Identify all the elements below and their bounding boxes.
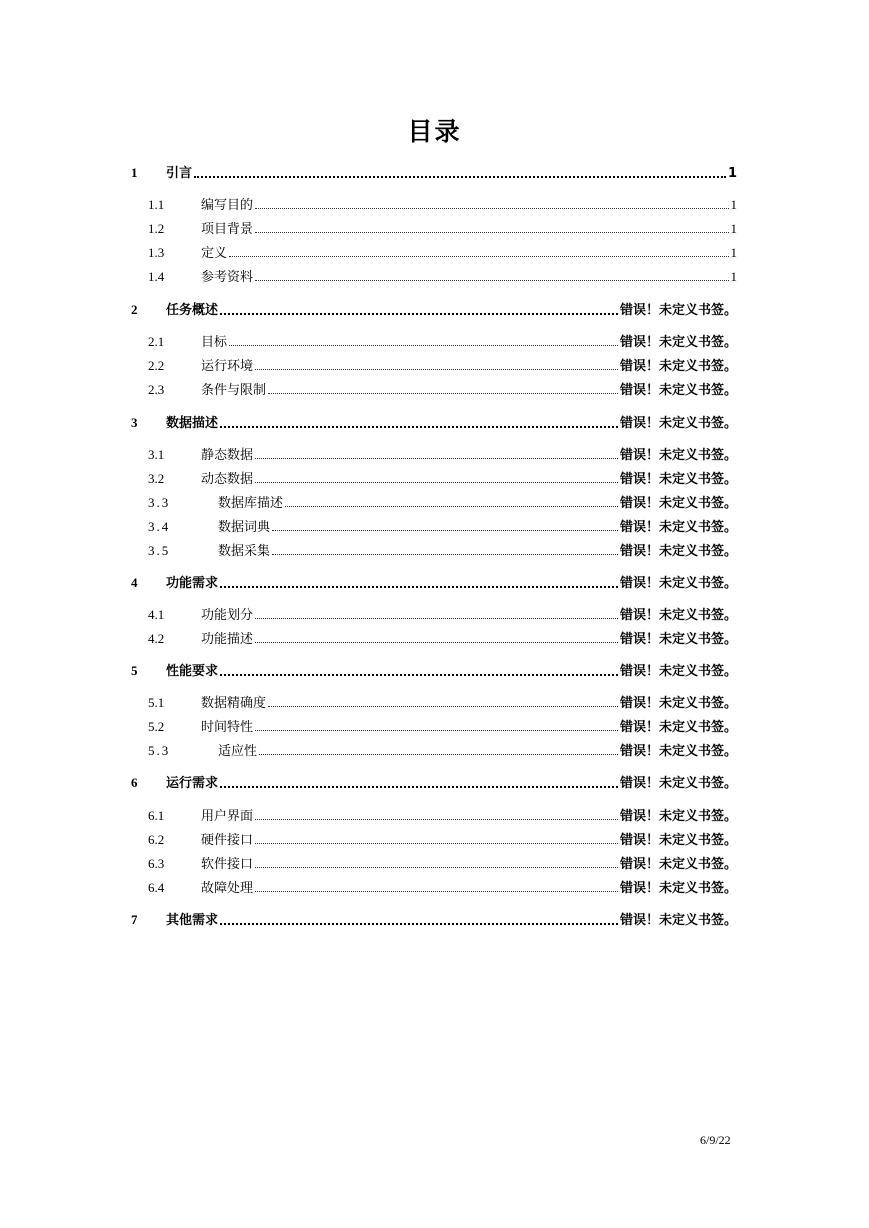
toc-entry-number: 1.4 [148,269,165,284]
toc-entry-line [201,242,737,263]
toc-entry-label: 其他需求 [166,913,219,928]
toc-entry-line [218,516,737,537]
toc-entry-number: 3.2 [148,471,165,486]
toc-entry-line [201,805,737,826]
toc-entry-page: 错误！未定义书签。 [619,359,737,374]
toc-entry-page: 错误！未定义书签。 [619,809,737,824]
toc-leader-dots [220,313,618,315]
toc-leader-dots [255,891,618,892]
toc-entry[interactable] [0,830,869,850]
toc-entry-label: 用户界面 [201,809,254,824]
toc-entry[interactable] [0,356,869,376]
toc-leader-dots [255,618,618,619]
toc-entry-label: 运行环境 [201,359,254,374]
toc-entry[interactable] [0,854,869,874]
toc-leader-dots [229,256,728,257]
toc-entry-line [166,162,737,183]
toc-entry-page: 错误！未定义书签。 [619,576,737,591]
toc-entry-number: 2.3 [148,382,165,397]
toc-leader-dots [272,554,618,555]
toc-entry-page: 1 [730,245,737,260]
toc-entry-line [201,877,737,898]
toc-entry[interactable] [0,219,869,239]
toc-entry-line [201,628,737,649]
toc-entry[interactable] [0,910,869,930]
toc-entry-number: 3.3 [148,495,171,510]
toc-entry-label: 软件接口 [201,857,254,872]
toc-entry-line [166,660,737,681]
toc-leader-dots [255,280,728,281]
toc-entry-line [201,604,737,625]
toc-entry[interactable] [0,605,869,625]
toc-entry-line [166,412,737,433]
toc-leader-dots [220,426,618,428]
toc-entry-page: 错误！未定义书签。 [619,303,737,318]
toc-entry-line [201,829,737,850]
toc-entry-page: 错误！未定义书签。 [619,632,737,647]
toc-entry[interactable] [0,243,869,263]
toc-entry-number: 2.1 [148,334,165,349]
toc-entry-page: 错误！未定义书签。 [619,335,737,350]
toc-entry-number: 4.2 [148,631,165,646]
toc-leader-dots [220,786,618,788]
toc-leader-dots [255,819,618,820]
toc-entry-page: 错误！未定义书签。 [619,448,737,463]
toc-entry[interactable] [0,469,869,489]
toc-entry-label: 功能需求 [166,576,219,591]
toc-entry-number: 3.4 [148,519,171,534]
toc-entry-label: 时间特性 [201,720,254,735]
toc-entry-number: 7 [131,912,138,927]
toc-entry-label: 功能描述 [201,632,254,647]
toc-entry[interactable] [0,300,869,320]
toc-entry-label: 运行需求 [166,776,219,791]
toc-entry[interactable] [0,493,869,513]
toc-entry[interactable] [0,878,869,898]
toc-entry-label: 数据库描述 [218,496,284,511]
toc-entry-page: 错误！未定义书签。 [619,696,737,711]
toc-entry-page: 错误！未定义书签。 [619,544,737,559]
toc-entry-page: 错误！未定义书签。 [619,720,737,735]
page-title: 目录 [407,117,462,146]
toc-leader-dots [255,482,618,483]
toc-entry-line [201,692,737,713]
toc-entry-number: 1.1 [148,197,165,212]
toc-leader-dots [220,923,618,925]
toc-entry[interactable] [0,267,869,287]
toc-leader-dots [255,208,728,209]
toc-entry-number: 1.2 [148,221,165,236]
toc-entry-label: 性能要求 [166,664,219,679]
toc-leader-dots [272,530,618,531]
toc-entry-line [201,468,737,489]
toc-entry[interactable] [0,413,869,433]
toc-entry-number: 6.4 [148,880,165,895]
toc-entry-line [166,572,737,593]
toc-entry-label: 项目背景 [201,222,254,237]
toc-leader-dots [255,642,618,643]
toc-entry-line [201,194,737,215]
toc-entry-page: 1 [727,166,737,181]
toc-entry-label: 引言 [166,166,193,181]
toc-entry[interactable] [0,380,869,400]
toc-entry-page: 错误！未定义书签。 [619,472,737,487]
toc-entry-label: 数据采集 [218,544,271,559]
toc-entry-number: 6.1 [148,808,165,823]
toc-entry-line [201,266,737,287]
toc-entry[interactable] [0,717,869,737]
toc-entry[interactable] [0,163,869,183]
toc-entry-number: 5.3 [148,743,171,758]
toc-entry[interactable] [0,573,869,593]
toc-entry-page: 错误！未定义书签。 [619,416,737,431]
toc-entry[interactable] [0,773,869,793]
toc-entry[interactable] [0,195,869,215]
toc-leader-dots [255,232,728,233]
toc-entry-line [166,772,737,793]
toc-entry-line [218,540,737,561]
footer-date: 6/9/22 [700,1133,731,1147]
toc-leader-dots [220,674,618,676]
toc-entry-page: 错误！未定义书签。 [619,744,737,759]
toc-entry-line [166,299,737,320]
toc-entry-label: 参考资料 [201,270,254,285]
toc-entry-page: 错误！未定义书签。 [619,776,737,791]
toc-entry-line [201,444,737,465]
toc-entry[interactable] [0,693,869,713]
toc-entry-line [218,492,737,513]
toc-entry-line [201,355,737,376]
toc-entry-number: 1 [131,165,138,180]
toc-entry[interactable] [0,517,869,537]
toc-entry-label: 编写目的 [201,198,254,213]
toc-entry-page: 1 [730,197,737,212]
toc-entry[interactable] [0,332,869,352]
toc-entry-page: 错误！未定义书签。 [619,608,737,623]
toc-entry[interactable] [0,806,869,826]
toc-entry-page: 错误！未定义书签。 [619,520,737,535]
toc-entry-number: 2.2 [148,358,165,373]
toc-entry-page: 错误！未定义书签。 [619,881,737,896]
toc-entry[interactable] [0,541,869,561]
toc-leader-dots [268,393,618,394]
toc-entry-number: 5.1 [148,695,165,710]
toc-entry-label: 动态数据 [201,472,254,487]
toc-entry-label: 数据描述 [166,416,219,431]
toc-entry-number: 6 [131,775,138,790]
toc-entry[interactable] [0,445,869,465]
toc-leader-dots [259,754,618,755]
toc-entry-number: 3 [131,415,138,430]
toc-entry[interactable] [0,741,869,761]
toc-entry-line [201,853,737,874]
toc-entry-label: 静态数据 [201,448,254,463]
toc-entry-label: 定义 [201,246,228,261]
toc-entry-line [166,909,737,930]
toc-entry-label: 数据词典 [218,520,271,535]
toc-entry-line [201,716,737,737]
toc-leader-dots [268,706,618,707]
toc-entry-page: 错误！未定义书签。 [619,496,737,511]
toc-leader-dots [255,843,618,844]
toc-entry-number: 4.1 [148,607,165,622]
toc-entry-label: 目标 [201,335,228,350]
toc-entry-number: 4 [131,575,138,590]
toc-entry-page: 错误！未定义书签。 [619,383,737,398]
toc-entry-number: 5 [131,663,138,678]
toc-leader-dots [220,586,618,588]
toc-entry-line [218,740,737,761]
toc-leader-dots [285,506,618,507]
toc-leader-dots [255,369,618,370]
toc-entry-line [201,379,737,400]
toc-leader-dots [229,345,618,346]
toc-entry-label: 适应性 [218,744,258,759]
toc-entry-number: 1.3 [148,245,165,260]
toc-entry-line [201,331,737,352]
toc-entry-number: 5.2 [148,719,165,734]
toc-leader-dots [255,730,618,731]
toc-entry-number: 6.3 [148,856,165,871]
toc-entry-page: 错误！未定义书签。 [619,833,737,848]
toc-entry[interactable] [0,661,869,681]
toc-entry-number: 2 [131,302,138,317]
toc-entry-label: 硬件接口 [201,833,254,848]
toc-entry-page: 错误！未定义书签。 [619,664,737,679]
toc-entry-label: 故障处理 [201,881,254,896]
toc-entry[interactable] [0,629,869,649]
toc-entry-number: 3.5 [148,543,171,558]
toc-entry-label: 功能划分 [201,608,254,623]
toc-entry-label: 任务概述 [166,303,219,318]
toc-leader-dots [194,176,726,178]
toc-leader-dots [255,867,618,868]
toc-entry-page: 错误！未定义书签。 [619,913,737,928]
toc-entry-page: 1 [730,221,737,236]
toc-entry-page: 1 [730,269,737,284]
toc-leader-dots [255,458,618,459]
toc-entry-page: 错误！未定义书签。 [619,857,737,872]
toc-entry-label: 条件与限制 [201,383,267,398]
toc-entry-number: 3.1 [148,447,165,462]
toc-entry-label: 数据精确度 [201,696,267,711]
toc-entry-number: 6.2 [148,832,165,847]
toc-entry-line [201,218,737,239]
